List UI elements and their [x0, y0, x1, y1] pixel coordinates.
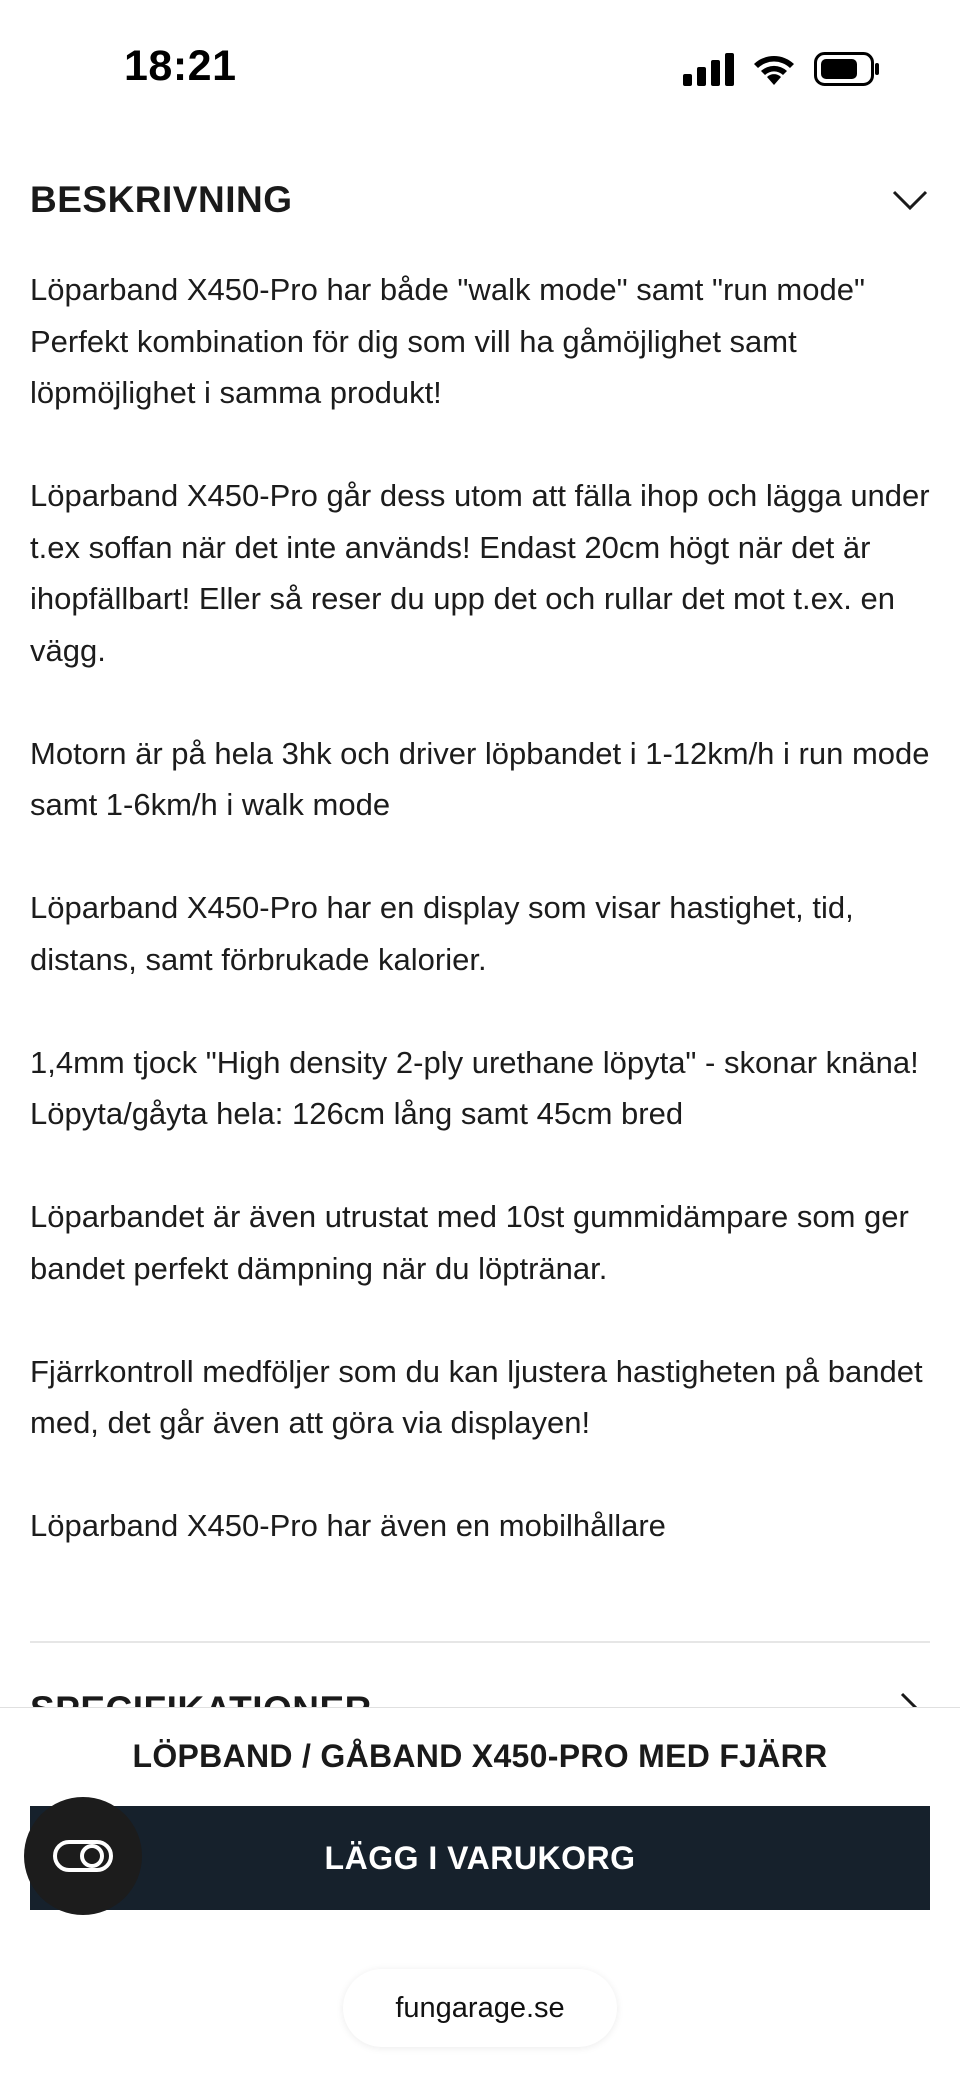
description-paragraph: 1,4mm tjock "High density 2-ply urethane löpyta" - skonar knäna! Löpyta/gåyta hela: 126cm lång samt 45cm bred [30, 1044, 919, 1131]
description-paragraph: Löparband X450-Pro har en display som visar hastighet, tid, distans, samt förbrukade kalorier. [30, 890, 854, 977]
browser-bottom-bar [0, 1937, 960, 2081]
description-paragraph: Löparband X450-Pro går dess utom att fälla ihop och lägga under t.ex soffan när det inte används! Endast 20cm högt när det är ihopfällbart! Eller så reser du upp det och rullar det mot t.ex. en vägg. [30, 478, 930, 668]
description-paragraph: Löparbandet är även utrustat med 10st gummidämpare som ger bandet perfekt dämpning när du löptränar. [30, 1199, 909, 1286]
status-bar [0, 0, 960, 140]
chat-icon [52, 1839, 114, 1873]
description-paragraph: Motorn är på hela 3hk och driver löpbandet i 1-12km/h i run mode samt 1-6km/h i walk mode [30, 735, 930, 822]
url-bar[interactable]: fungarage.se [343, 1969, 617, 2047]
chat-widget-button[interactable] [24, 1797, 142, 1915]
battery-icon [814, 52, 880, 86]
description-paragraph: Löparband X450-Pro har både "walk mode" samt "run mode" Perfekt kombination för dig som vill ha gåmöjlighet samt löpmöjlighet i samma produkt! [30, 272, 865, 410]
description-section-title: BESKRIVNING [30, 179, 293, 220]
chevron-down-icon[interactable] [890, 180, 930, 220]
description-paragraph: Löparband X450-Pro har även en mobilhållare [30, 1508, 666, 1543]
wifi-icon [752, 52, 796, 86]
status-time: 18:21 [124, 42, 237, 90]
cellular-signal-icon [683, 52, 734, 86]
status-icons [683, 52, 880, 86]
description-section-header[interactable] [30, 168, 930, 232]
section-divider [30, 1641, 930, 1643]
description-paragraph: Fjärrkontroll medföljer som du kan ljustera hastigheten på bandet med, det går även att göra via displayen! [30, 1353, 923, 1440]
product-name: LÖPBAND / GÅBAND X450-PRO MED FJÄRR [132, 1738, 828, 1774]
purchase-bar [0, 1707, 960, 1938]
product-description [30, 264, 930, 1603]
add-to-cart-button[interactable]: LÄGG I VARUKORG [30, 1806, 930, 1910]
